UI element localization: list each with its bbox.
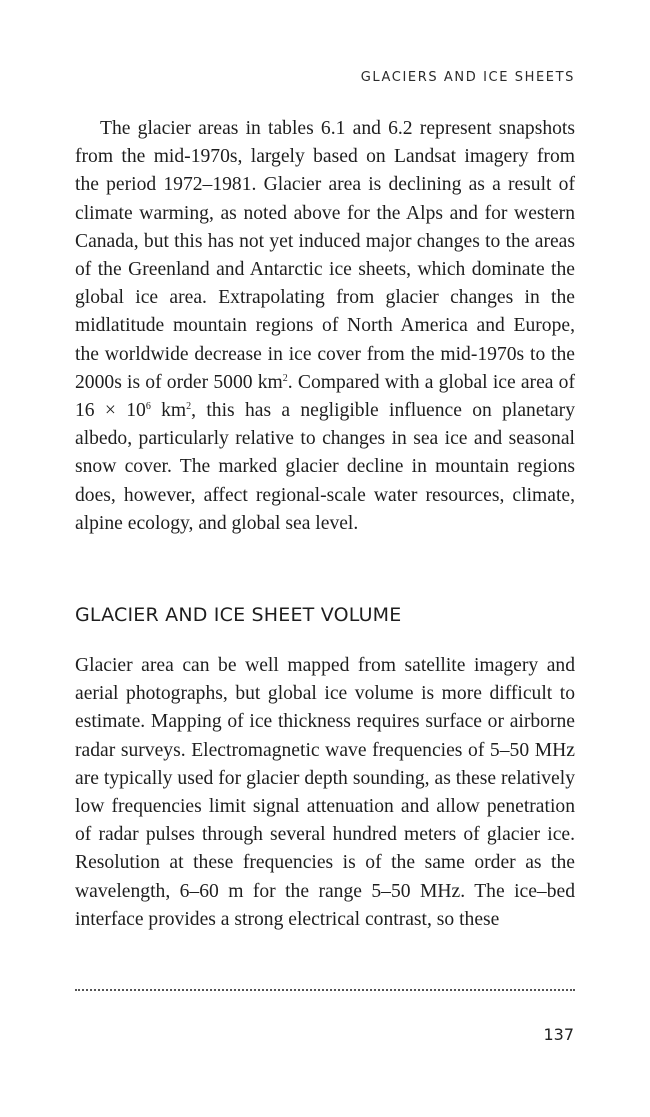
section-heading: GLACIER AND ICE SHEET VOLUME bbox=[75, 604, 402, 626]
paragraph-1-text: , this has a negligible influence on planetary albedo, particularly relative to changes in sea ice and seasonal snow cover. The marked glacier decline in mountain regions does, however, affect regional-scale water resources, climate, alpine ecology, and global sea level. bbox=[75, 400, 575, 534]
superscript-exponent: 2 bbox=[186, 401, 192, 413]
body-paragraph-2: Glacier area can be well mapped from satellite imagery and aerial photographs, but global ice volume is more difficult to estimate. Mapping of ice thickness requires surface or airborne radar surveys. Electromagnetic wave frequencies of 5–50 MHz are typically used for glacier depth sounding, as these relatively low frequencies limit signal attenuation and allow penetration of radar pulses through several hundred meters of glacier ice. Resolution at these frequencies is of the same order as the wavelength, 6–60 m for the range 5–50 MHz. The ice–bed interface provides a strong electrical contrast, so these bbox=[75, 655, 575, 930]
paragraph-1-text: . Compared with a global ice area of 16 × 10 bbox=[75, 371, 575, 422]
superscript-exponent: 2 bbox=[282, 372, 288, 384]
footer-divider bbox=[75, 989, 575, 991]
running-head: GLACIERS AND ICE SHEETS bbox=[360, 70, 575, 85]
paragraph-1-text: The glacier areas in tables 6.1 and 6.2 represent snapshots from the mid-1970s, largely based on Landsat imagery from the period 1972–1981. Glacier area is declining as a result of climate warming, as noted above for the Alps and for western Canada, but this has not yet induced major changes to the areas of the Greenland and Antarctic ice sheets, which dominate the global ice area. Extrapolating from glacier changes in the midlatitude mountain regions of North America and Europe, the worldwide decrease in ice cover from the mid-1970s to the 2000s is of order 5000 km bbox=[75, 118, 575, 393]
superscript-exponent: 6 bbox=[145, 401, 151, 413]
body-paragraph-1 bbox=[75, 115, 575, 538]
page-number: 137 bbox=[543, 1025, 574, 1044]
paragraph-1-text: km bbox=[150, 400, 187, 422]
